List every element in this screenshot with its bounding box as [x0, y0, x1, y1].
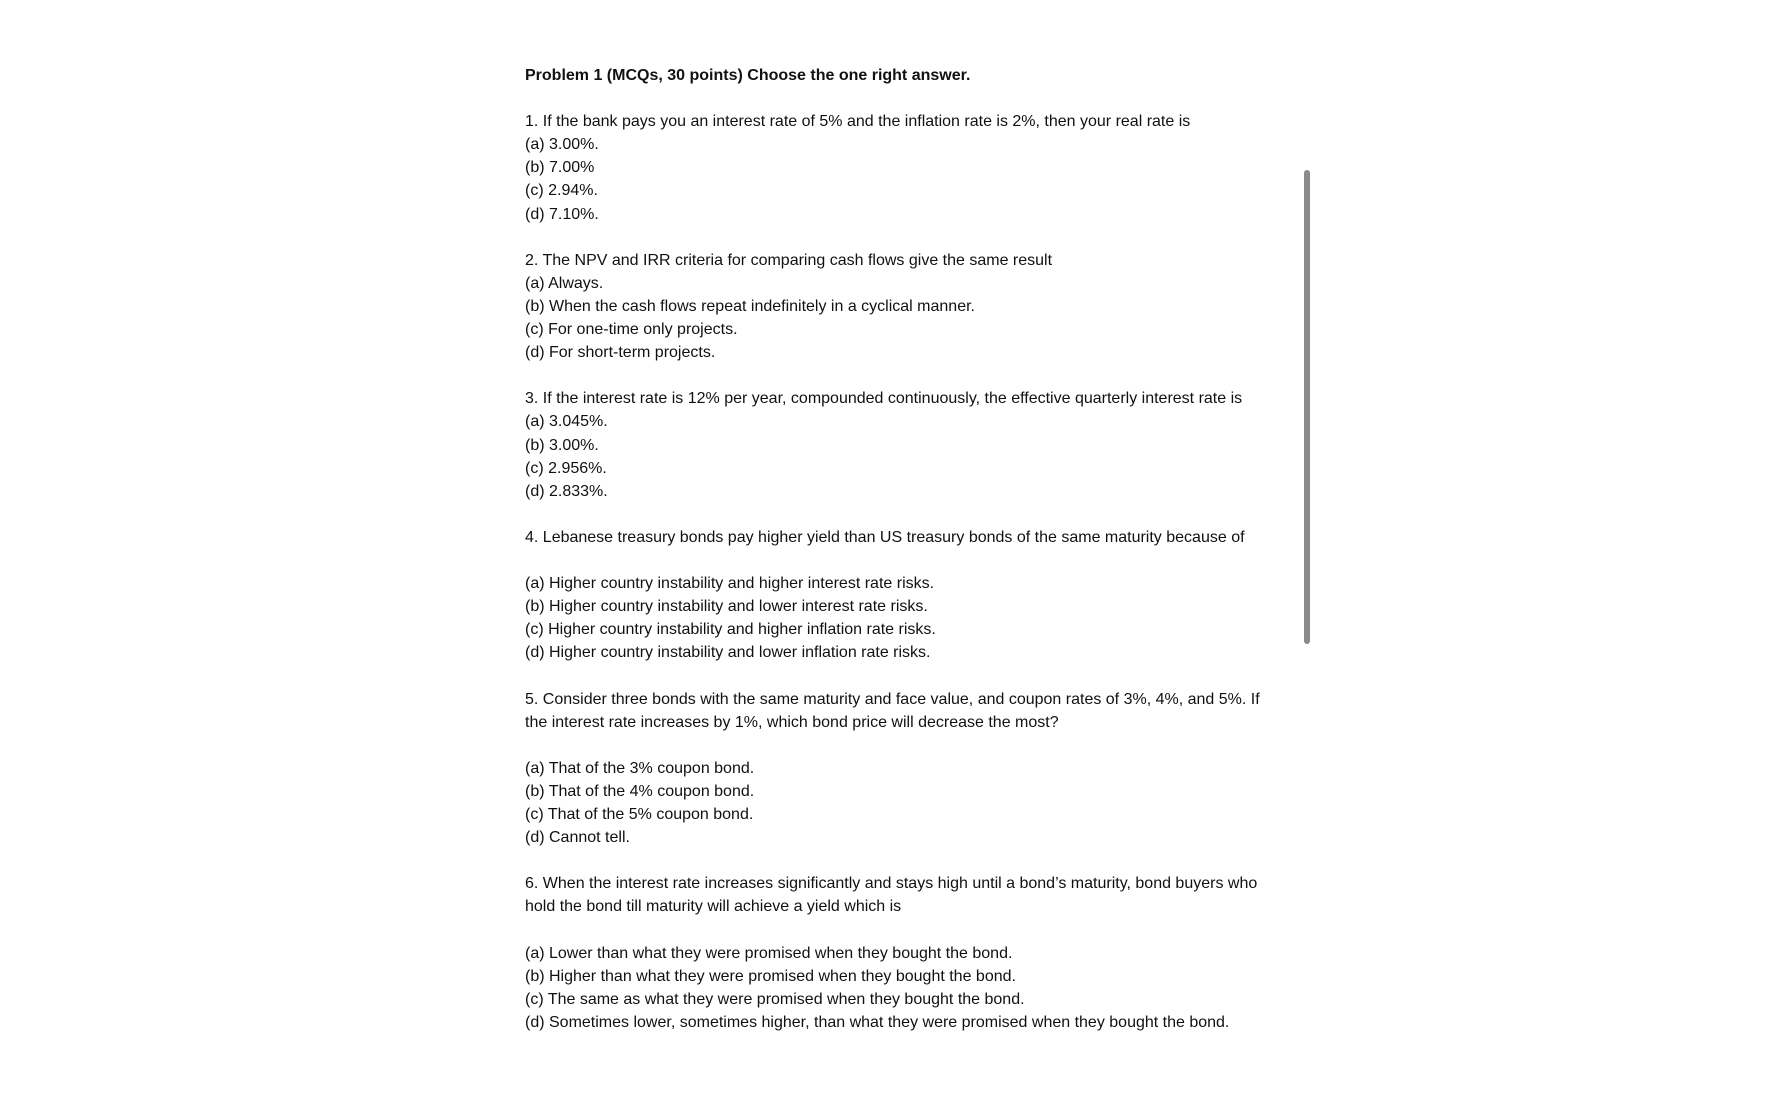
question-4-text: 4. Lebanese treasury bonds pay higher yield than US treasury bonds of the same maturity because of — [525, 528, 1245, 546]
question-6-option-b: (b) Higher than what they were promised when they bought the bond. — [525, 967, 1016, 985]
question-1-option-a: (a) 3.00%. — [525, 136, 599, 154]
question-6-text: 6. When the interest rate increases significantly and stays high until a bond’s maturity, bond buyers who hold the bond till maturity will achieve a yield which is — [525, 875, 1258, 916]
question-3-option-c: (c) 2.956%. — [525, 459, 607, 477]
question-2-option-c: (c) For one-time only projects. — [525, 321, 738, 339]
question-5-option-d: (d) Cannot tell. — [525, 829, 630, 847]
vertical-scrollbar[interactable] — [1304, 170, 1310, 644]
question-4-option-b: (b) Higher country instability and lower interest rate risks. — [525, 598, 928, 616]
question-2-option-b: (b) When the cash flows repeat indefinitely in a cyclical manner. — [525, 297, 975, 315]
question-2-text: 2. The NPV and IRR criteria for comparing cash flows give the same result — [525, 251, 1053, 269]
question-3-option-d: (d) 2.833%. — [525, 482, 608, 500]
question-5-option-b: (b) That of the 4% coupon bond. — [525, 782, 755, 800]
question-1-option-c: (c) 2.94%. — [525, 182, 598, 200]
problem-title: Problem 1 (MCQs, 30 points) Choose the one right answer. — [525, 67, 971, 84]
spacer — [525, 503, 1285, 526]
question-4-option-a: (a) Higher country instability and higher interest rate risks. — [525, 575, 935, 593]
spacer — [525, 549, 1285, 572]
question-5-option-a: (a) That of the 3% coupon bond. — [525, 759, 755, 777]
spacer — [525, 226, 1285, 249]
spacer — [525, 849, 1285, 872]
question-1-option-d: (d) 7.10%. — [525, 205, 599, 223]
question-5-option-c: (c) That of the 5% coupon bond. — [525, 806, 754, 823]
question-2 — [525, 249, 1285, 364]
question-5-text: 5. Consider three bonds with the same maturity and face value, and coupon rates of 3%, 4%, and 5%. If the interest rate increases by 1%, which bond price will decrease the most? — [525, 690, 1260, 731]
spacer — [525, 364, 1285, 387]
question-4-option-c: (c) Higher country instability and higher inflation rate risks. — [525, 621, 936, 639]
question-4 — [525, 526, 1285, 665]
spacer — [525, 87, 1285, 110]
question-3 — [525, 387, 1285, 502]
question-6-option-a: (a) Lower than what they were promised when they bought the bond. — [525, 944, 1013, 962]
question-6-option-d: (d) Sometimes lower, sometimes higher, than what they were promised when they bought the bond. — [525, 1013, 1230, 1031]
question-2-option-a: (a) Always. — [525, 274, 604, 292]
question-6 — [525, 872, 1285, 1034]
spacer — [525, 664, 1285, 687]
question-3-option-a: (a) 3.045%. — [525, 413, 608, 431]
question-2-option-d: (d) For short-term projects. — [525, 344, 716, 362]
question-1-option-b: (b) 7.00% — [525, 159, 595, 177]
spacer — [525, 918, 1285, 941]
question-3-text: 3. If the interest rate is 12% per year, compounded continuously, the effective quarterly interest rate is — [525, 390, 1243, 408]
question-1 — [525, 110, 1285, 225]
question-3-option-b: (b) 3.00%. — [525, 436, 599, 454]
spacer — [525, 734, 1285, 757]
document-page — [525, 64, 1285, 1034]
question-1-text: 1. If the bank pays you an interest rate of 5% and the inflation rate is 2%, then your real rate is — [525, 113, 1191, 131]
question-4-option-d: (d) Higher country instability and lower inflation rate risks. — [525, 644, 931, 662]
question-6-option-c: (c) The same as what they were promised when they bought the bond. — [525, 990, 1025, 1008]
question-5 — [525, 688, 1285, 850]
